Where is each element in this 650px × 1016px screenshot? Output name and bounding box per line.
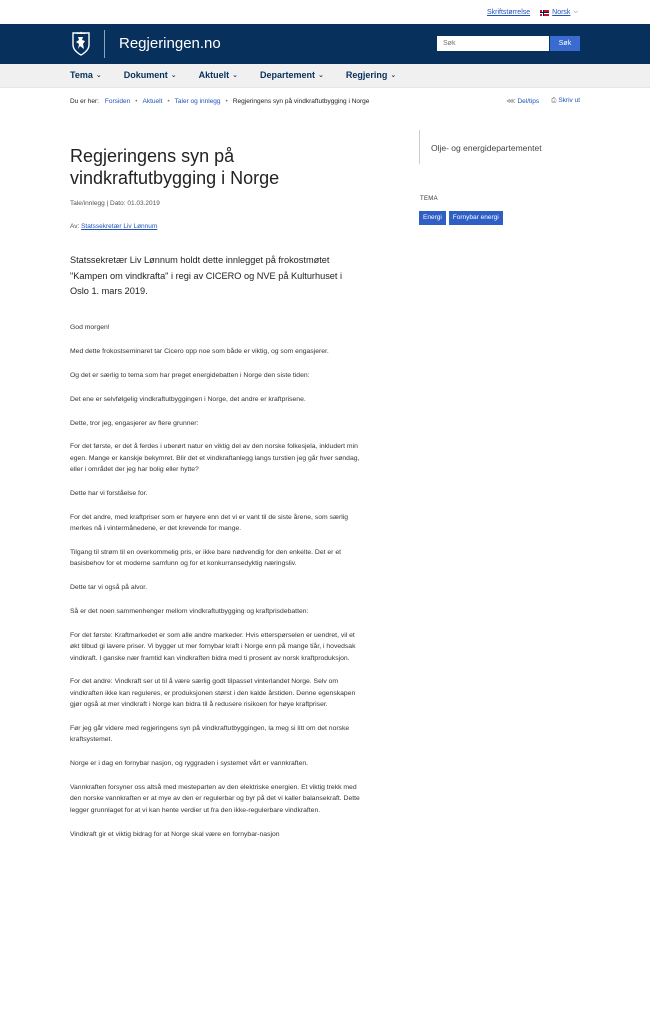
coat-of-arms-logo-icon[interactable] — [70, 31, 92, 57]
chevron-down-icon: ⌄ — [318, 72, 324, 79]
breadcrumb-current: Regjeringens syn på vindkraftutbygging i Norge — [232, 98, 370, 105]
department-link[interactable]: Olje- og energidepartementet — [419, 130, 581, 164]
tema-tags — [419, 211, 503, 225]
body-paragraph: Dette har vi forståelse for. — [70, 489, 148, 497]
search-button[interactable]: Søk — [550, 36, 580, 51]
breadcrumb-link-forsiden[interactable]: Forsiden — [104, 98, 131, 105]
nav-label: Regjering — [345, 70, 388, 80]
body-paragraph: Med dette frokostseminaret tar Cicero opp noe som både er viktig, og som engasjerer. — [70, 347, 329, 355]
chevron-down-icon: ⌄ — [170, 72, 177, 79]
chevron-down-icon: ⌄ — [232, 72, 238, 79]
body-paragraph: Vannkraften forsyner oss altså med mesteparten av den elektriske energien. Et viktig trekk med den norske vannkraften er at mye av den er regulerbar og byr på det vi kaller balansekraft. Dette legger grunnlaget for at vi kan hente verdier ut fra den ikke-regulerbare vindkraften. — [70, 784, 360, 814]
nav-item-departement[interactable] — [260, 70, 324, 80]
utility-links — [487, 9, 578, 16]
article-author — [70, 223, 157, 230]
author-prefix: Av: — [70, 223, 82, 230]
language-selector[interactable] — [540, 9, 578, 16]
page-tools — [506, 97, 580, 105]
share-label: Del/tips — [517, 98, 540, 105]
tag-fornybar-energi[interactable]: Fornybar energi — [449, 211, 503, 225]
breadcrumb-separator: • — [167, 98, 170, 105]
page-title: Regjeringens syn på vindkraftutbygging i Norge — [70, 146, 280, 188]
chevron-down-icon: ⌄ — [95, 72, 102, 79]
body-paragraph: Vindkraft gir et viktig bidrag for at Norge skal være en fornybar-nasjon — [70, 830, 280, 838]
utility-bar — [0, 0, 650, 24]
body-paragraph: For det første, er det å ferdes i uberørt natur en viktig del av den norske folkesjela, inkludert min egen. Mange er kanskje bekymret. Blir det et vindkraftanlegg langs turstien jeg går hver søndag, eller i området der jeg har bolig eller hytte? — [70, 443, 360, 474]
author-link[interactable]: Statssekretær Liv Lønnum — [81, 223, 158, 230]
body-paragraph: God morgen! — [70, 324, 110, 331]
font-size-link[interactable]: Skriftstørrelse — [486, 9, 531, 16]
body-paragraph: Før jeg går videre med regjeringens syn på vindkraftutbyggingen, la meg si litt om det norske kraftsystemet. — [70, 724, 350, 744]
body-paragraph: Dette tar vi også på alvor. — [70, 584, 148, 592]
print-button[interactable] — [551, 97, 580, 105]
site-header — [0, 24, 650, 64]
nav-item-tema[interactable] — [70, 70, 102, 80]
language-label[interactable]: Norsk — [552, 9, 571, 16]
print-label: Skriv ut — [558, 97, 580, 104]
breadcrumb-separator: • — [225, 98, 228, 105]
body-paragraph: Så er det noen sammenhenger mellom vindkraftutbygging og kraftprisdebatten: — [70, 608, 309, 616]
nav-label: Dokument — [123, 70, 168, 80]
search-input[interactable] — [437, 36, 549, 51]
nav-label: Aktuelt — [198, 70, 230, 80]
body-paragraph: For det andre: Vindkraft ser ut til å være særlig godt tilpasset vinterlandet Norge. Selv om vindkraften ikke kan reguleres, er produksjonen størst i den kalde årstiden. Denne egenskapen gjør også at mer vindkraft i Norge kan bidra til å redusere risikoen for høye kraftpriser. — [70, 678, 356, 709]
breadcrumb — [70, 98, 369, 105]
nav-label: Departement — [260, 70, 316, 80]
body-paragraph: Det ene er selvfølgelig vindkraftutbyggingen i Norge, det andre er kraftprisene. — [70, 395, 306, 403]
main-navigation — [0, 64, 650, 88]
nav-item-regjering[interactable] — [346, 70, 396, 80]
tema-label: TEMA — [420, 196, 438, 202]
nav-item-dokument[interactable] — [124, 70, 177, 80]
article-meta: Tale/innlegg | Dato: 01.03.2019 — [70, 200, 160, 207]
norway-flag-icon — [540, 10, 549, 16]
breadcrumb-link-aktuelt[interactable]: Aktuelt — [142, 98, 163, 105]
breadcrumb-link-taler[interactable]: Taler og innlegg — [174, 98, 221, 105]
nav-item-aktuelt[interactable] — [199, 70, 238, 80]
chevron-down-icon: ⌵ — [573, 9, 578, 15]
share-button[interactable] — [506, 97, 539, 105]
tag-energi[interactable]: Energi — [419, 211, 446, 225]
body-paragraph: For det andre, med kraftpriser som er høyere enn det vi er vant til de siste årene, som særlig merkes nå i vintermånedene, er det krevende for mange. — [70, 513, 349, 533]
breadcrumb-label: Du er her: — [70, 98, 99, 105]
chevron-down-icon: ⌄ — [390, 72, 397, 79]
article-lead: Statssekretær Liv Lønnum holdt dette innlegget på frokostmøtet "Kampen om vindkrafta" i regi av CICERO og NVE på Kulturhuset i Oslo 1. mars 2019. — [70, 255, 343, 296]
nav-label: Tema — [70, 70, 93, 80]
article-body — [70, 322, 362, 852]
site-name[interactable]: Regjeringen.no — [119, 35, 221, 52]
logo-divider — [104, 30, 105, 58]
body-paragraph: Og det er særlig to tema som har preget energidebatten i Norge den siste tiden: — [70, 371, 310, 379]
breadcrumb-separator: • — [135, 98, 138, 105]
body-paragraph: Dette, tror jeg, engasjerer av flere grunner: — [70, 419, 199, 427]
printer-icon: ⎙ — [551, 97, 557, 104]
share-icon: ⋘ — [506, 98, 516, 105]
body-paragraph: For det første: Kraftmarkedet er som alle andre markeder. Hvis etterspørselen er uendret, vil et økt tilbud gi lavere priser. Vi bygger ut mer fornybar kraft i Norge enn på mange tiår, i hovedsak vindkraft. I ganske nær framtid kan vindkraften bidra med ti prosent av norsk kraftproduksjon. — [70, 631, 356, 662]
body-paragraph: Norge er i dag en fornybar nasjon, og ryggraden i systemet vårt er vannkraften. — [70, 760, 309, 768]
body-paragraph: Tilgang til strøm til en overkommelig pris, er ikke bare nødvendig for den enkelte. Det er et basisbehov for et moderne samfunn og for et konkurransedyktig næringsliv. — [70, 549, 341, 568]
